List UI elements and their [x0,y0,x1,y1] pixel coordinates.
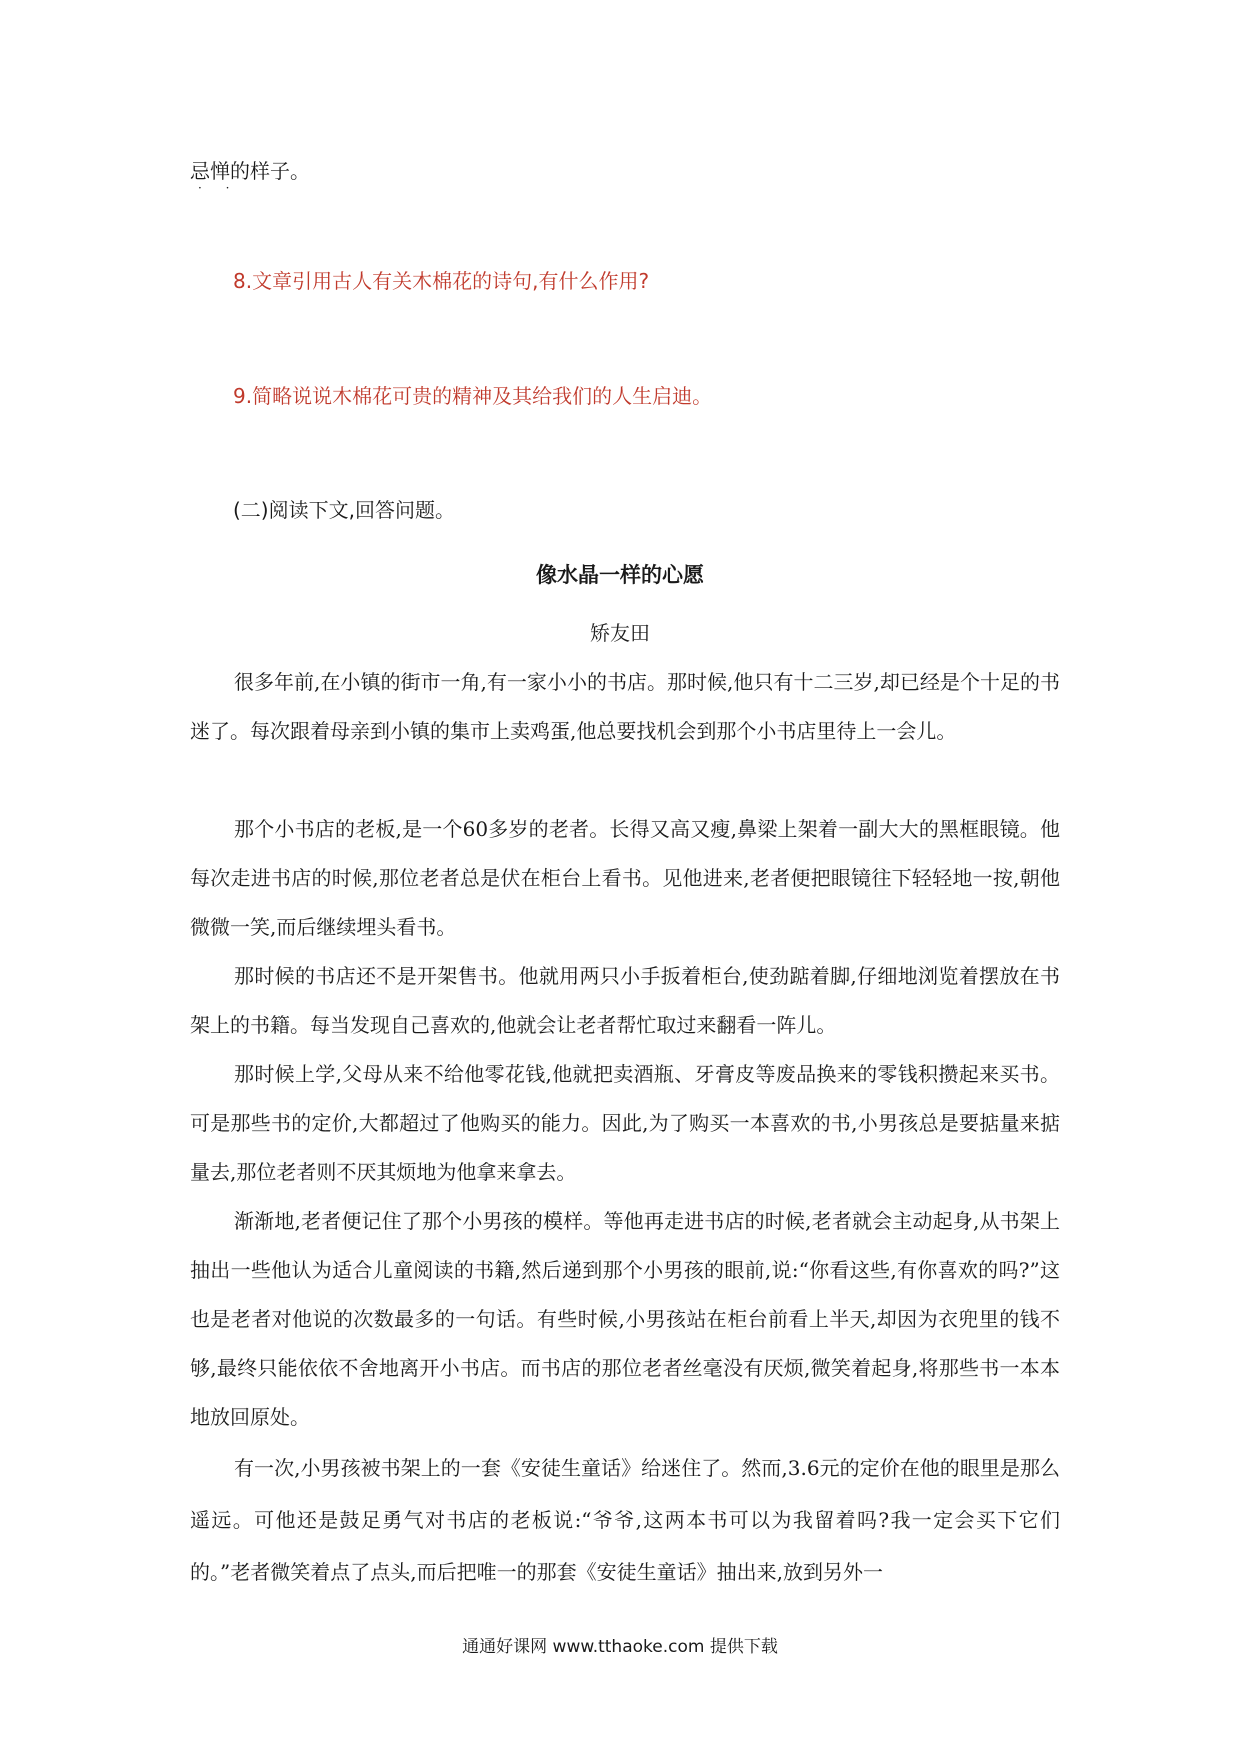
article-title: 像水晶一样的心愿 [536,563,704,587]
question-9: 9.简略说说木棉花可贵的精神及其给我们的人生启迪。 [233,384,713,408]
article-paragraph: 那个小书店的老板,是一个60多岁的老者。长得又高又瘦,鼻梁上架着一副大大的黑框眼镜。他每次走进书店的时候,那位老者总是伏在柜台上看书。见他进来,老者便把眼镜往下轻轻地一按,朝他微微一笑,而后继续埋头看书。 [190,817,1060,939]
previous-text-fragment: 忌惮的样子。 [190,159,310,183]
article-author: 矫友田 [590,621,650,645]
article-paragraph: 那时候上学,父母从来不给他零花钱,他就把卖酒瓶、牙膏皮等废品换来的零钱积攒起来买书。可是那些书的定价,大都超过了他购买的能力。因此,为了购买一本喜欢的书,小男孩总是要掂量来掂量去,那位老者则不厌其烦地为他拿来拿去。 [190,1062,1060,1184]
section-heading: (二)阅读下文,回答问题。 [233,498,455,522]
page-footer: 通通好课网 www.tthaoke.com 提供下载 [462,1637,778,1657]
question-8: 8.文章引用古人有关木棉花的诗句,有什么作用? [233,269,650,293]
article-paragraph: 渐渐地,老者便记住了那个小男孩的模样。等他再走进书店的时候,老者就会主动起身,从书架上抽出一些他认为适合儿童阅读的书籍,然后递到那个小男孩的眼前,说:“你看这些,有你喜欢的吗?”这也是老者对他说的次数最多的一句话。有些时候,小男孩站在柜台前看上半天,却因为衣兜里的钱不够,最终只能依依不舍地离开小书店。而书店的那位老者丝毫没有厌烦,微笑着起身,将那些书一本本地放回原处。 [190,1209,1060,1429]
article-paragraph: 有一次,小男孩被书架上的一套《安徒生童话》给迷住了。然而,3.6元的定价在他的眼里是那么遥远。可他还是鼓足勇气对书店的老板说:“爷爷,这两本书可以为我留着吗?我一定会买下它们的。”老者微笑着点了点头,而后把唯一的那套《安徒生童话》抽出来,放到另外一 [190,1456,1060,1584]
article-paragraph: 那时候的书店还不是开架售书。他就用两只小手扳着柜台,使劲踮着脚,仔细地浏览着摆放在书架上的书籍。每当发现自己喜欢的,他就会让老者帮忙取过来翻看一阵儿。 [190,964,1060,1037]
emphasis-dots: · · [198,181,240,195]
article-paragraph: 很多年前,在小镇的街市一角,有一家小小的书店。那时候,他只有十二三岁,却已经是个十足的书迷了。每次跟着母亲到小镇的集市上卖鸡蛋,他总要找机会到那个小书店里待上一会儿。 [190,670,1060,743]
